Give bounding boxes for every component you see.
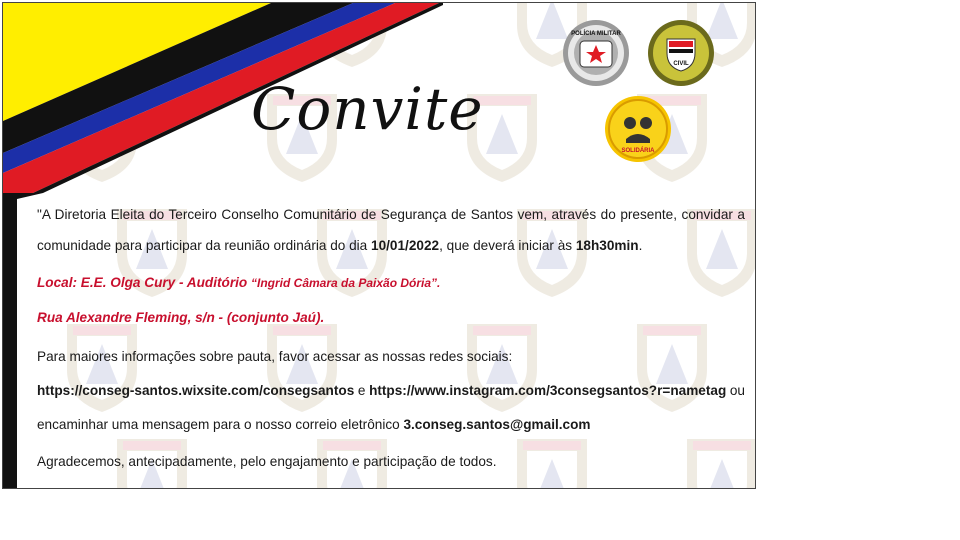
intro-line-2 — [37, 237, 745, 255]
svg-text:CIVIL: CIVIL — [673, 61, 689, 67]
invitation-title: Convite — [251, 75, 484, 143]
thanks-line: Agradecemos, antecipadamente, pelo engajamento e participação de todos. — [37, 454, 497, 469]
meeting-date: 10/01/2022 — [371, 238, 440, 253]
intro-line-1: "A Diretoria Eleita do Terceiro Conselho Comunitário de Segurança de Santos vem, através do presente, convidar a — [37, 207, 745, 222]
email-line-text: encaminhar uma mensagem para o nosso correio eletrônico — [37, 417, 404, 432]
auditorium-name: “Ingrid Câmara da Paixão Dória”. — [251, 276, 441, 290]
website-link[interactable]: https://conseg-santos.wixsite.com/consegsantos — [37, 383, 355, 398]
email-line — [37, 416, 745, 434]
policia-civil-badge-icon — [647, 19, 715, 87]
svg-text:SOLIDÁRIA: SOLIDÁRIA — [621, 148, 655, 154]
address-line: Rua Alexandre Fleming, s/n - (conjunto Jaú). — [37, 310, 325, 325]
intro-text-end: . — [638, 238, 643, 253]
location-label: Local: E.E. Olga Cury - Auditório — [37, 275, 251, 290]
policia-militar-badge-icon — [562, 19, 630, 87]
location-line — [37, 274, 745, 292]
invitation-card — [2, 2, 756, 489]
solidaria-badge-icon — [604, 95, 672, 163]
or-text: ou — [729, 383, 745, 398]
intro-text: comunidade para participar da reunião ordinária do dia — [37, 238, 372, 253]
links-line — [37, 382, 745, 400]
intro-text-mid: , que deverá iniciar às — [439, 238, 576, 253]
meeting-time: 18h30min — [575, 238, 639, 253]
and-text: e — [357, 383, 366, 398]
info-line: Para maiores informações sobre pauta, favor acessar as nossas redes sociais: — [37, 349, 513, 364]
svg-text:POLÍCIA MILITAR: POLÍCIA MILITAR — [571, 31, 621, 37]
email-address-link[interactable]: 3.conseg.santos@gmail.com — [403, 417, 591, 432]
instagram-link[interactable]: https://www.instagram.com/3consegsantos?r=nametag — [369, 383, 727, 398]
